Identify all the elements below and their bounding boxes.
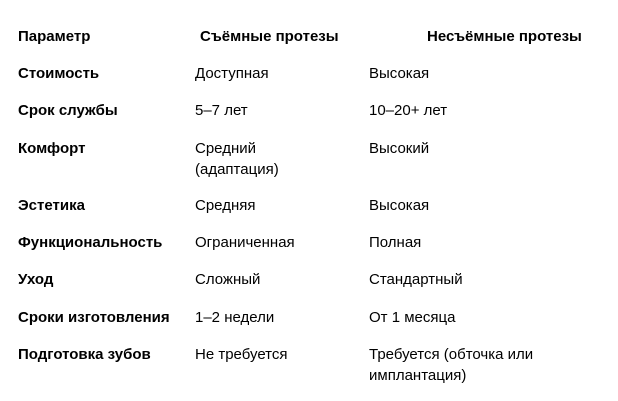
header-parameter: Параметр <box>18 28 91 45</box>
row-fixed-value: Требуется (обточка или имплантация) <box>369 346 534 384</box>
row-removable-value: Ограниченная <box>195 234 295 251</box>
row-removable-value: 1–2 недели <box>195 309 275 326</box>
row-fixed-value: От 1 месяца <box>369 309 456 326</box>
row-parameter: Комфорт <box>18 140 86 157</box>
row-parameter: Сроки изготовления <box>18 309 170 326</box>
row-removable-value: 5–7 лет <box>195 102 248 119</box>
header-removable: Съёмные протезы <box>200 28 339 45</box>
row-parameter: Подготовка зубов <box>18 346 151 363</box>
row-parameter: Уход <box>18 271 54 288</box>
row-removable-value: Сложный <box>195 271 261 288</box>
row-removable-value: Средний (адаптация) <box>195 140 279 178</box>
row-fixed-value: Высокая <box>369 65 430 82</box>
row-removable-value: Средняя <box>195 197 256 214</box>
row-fixed-value: Полная <box>369 234 422 251</box>
row-parameter: Стоимость <box>18 65 100 82</box>
row-fixed-value: Стандартный <box>369 271 463 288</box>
row-parameter: Функциональность <box>18 234 163 251</box>
header-fixed: Несъёмные протезы <box>427 28 582 45</box>
row-parameter: Срок службы <box>18 102 118 119</box>
row-parameter: Эстетика <box>18 197 85 214</box>
row-fixed-value: 10–20+ лет <box>369 102 448 119</box>
row-removable-value: Доступная <box>195 65 269 82</box>
row-fixed-value: Высокая <box>369 197 430 214</box>
row-removable-value: Не требуется <box>195 346 288 363</box>
row-fixed-value: Высокий <box>369 140 430 157</box>
